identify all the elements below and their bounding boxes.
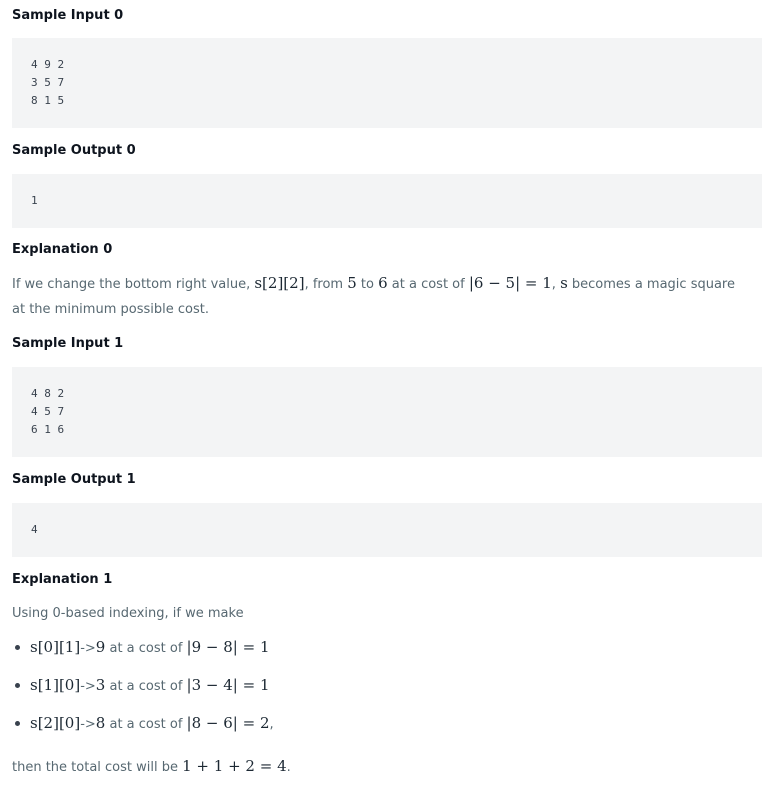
math-expression: 9: [95, 638, 106, 656]
text-fragment: at a cost of: [105, 717, 187, 732]
math-expression: |8 − 6| = 2: [186, 714, 270, 732]
code-line: 8 1 5: [31, 94, 65, 107]
text-fragment: at a cost of: [387, 277, 469, 292]
text-fragment: to: [356, 277, 379, 292]
explanation-1-heading: Explanation 1: [12, 572, 113, 587]
sample-input-0-heading: Sample Input 0: [12, 8, 124, 23]
code-line: 4: [31, 523, 38, 536]
math-expression: 1 + 1 + 2 = 4: [182, 757, 287, 775]
math-expression: s[2][2]: [254, 274, 305, 292]
math-expression: |6 − 5| = 1: [468, 274, 552, 292]
text-fragment: becomes a magic square at the minimum possible cost.: [12, 277, 735, 317]
code-line: 6 1 6: [31, 423, 65, 436]
text-fragment: , from: [304, 277, 348, 292]
math-expression: 5: [347, 274, 357, 292]
list-item: [12, 710, 752, 748]
math-expression: s[2][0]: [30, 714, 81, 732]
text-fragment: ,: [551, 277, 561, 292]
explanation-1-outro: [12, 754, 752, 780]
code-line: 3 5 7: [31, 76, 65, 89]
explanation-0-heading: Explanation 0: [12, 242, 113, 257]
sample-output-1-heading: Sample Output 1: [12, 472, 136, 487]
text-fragment: then the total cost will be: [12, 760, 183, 775]
sample-input-1-heading: Sample Input 1: [12, 336, 124, 351]
code-line: 4 8 2: [31, 387, 65, 400]
sample-output-0-heading: Sample Output 0: [12, 143, 136, 158]
code-line: 1: [31, 194, 38, 207]
text-fragment: ,: [269, 717, 274, 732]
bullet-icon: [15, 645, 20, 650]
list-item: [12, 634, 752, 672]
text-fragment: If we change the bottom right value,: [12, 277, 255, 292]
sample-input-0-code: [12, 38, 762, 128]
math-expression: s: [560, 274, 568, 292]
math-expression: |3 − 4| = 1: [186, 676, 270, 694]
text-fragment: at a cost of: [105, 679, 187, 694]
list-item: [12, 672, 752, 710]
sample-output-1-code: [12, 503, 762, 557]
math-expression: s[1][0]: [30, 676, 81, 694]
explanation-1-steps: [12, 634, 752, 748]
code-line: 4 9 2: [31, 58, 65, 71]
math-expression: s[0][1]: [30, 638, 81, 656]
math-expression: 6: [378, 274, 388, 292]
text-fragment: .: [286, 760, 291, 775]
math-expression: 3: [95, 676, 106, 694]
explanation-0-text: [12, 271, 752, 322]
arrow-text: ->: [80, 641, 96, 656]
explanation-1-intro: Using 0-based indexing, if we make: [12, 606, 244, 621]
math-expression: |9 − 8| = 1: [186, 638, 270, 656]
sample-input-1-code: [12, 367, 762, 457]
text-fragment: at a cost of: [105, 641, 187, 656]
arrow-text: ->: [80, 717, 96, 732]
math-expression: 8: [95, 714, 106, 732]
sample-output-0-code: [12, 174, 762, 228]
bullet-icon: [15, 683, 20, 688]
bullet-icon: [15, 721, 20, 726]
code-line: 4 5 7: [31, 405, 65, 418]
arrow-text: ->: [80, 679, 96, 694]
